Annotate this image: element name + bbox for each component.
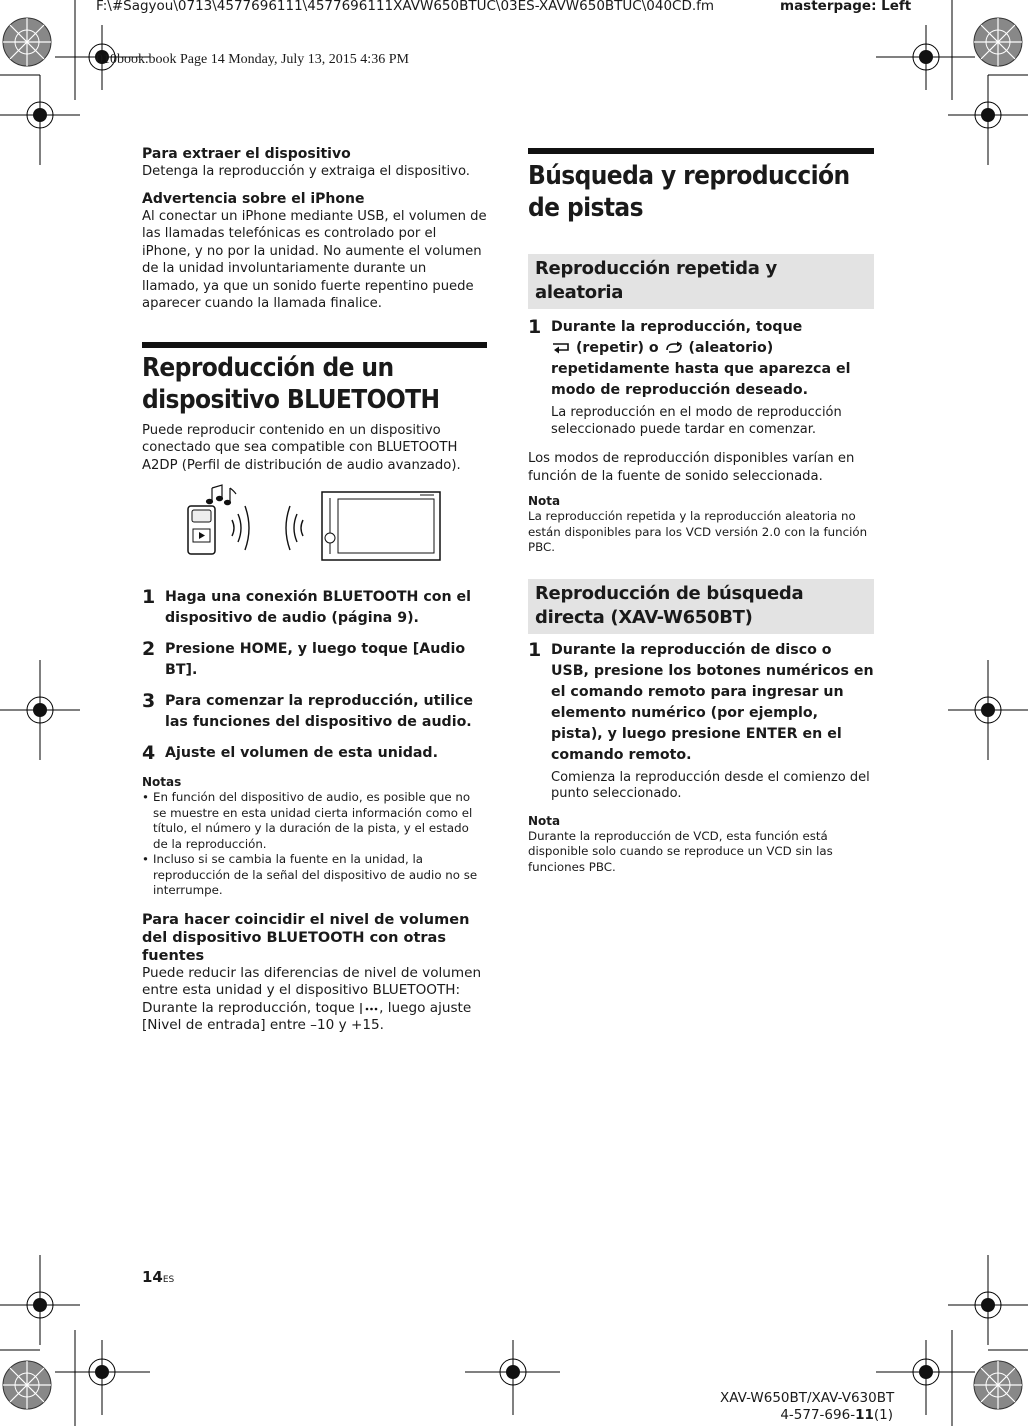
iphone-title: Advertencia sobre el iPhone [142,190,365,207]
note-item: • En función del dispositivo de audio, es posible que no se muestre en esta unidad cierta información como el título, el número y la duración de la pista, y el estado de la reproducción. [142,790,487,852]
repeat-icon [551,340,571,355]
repeat-step [528,317,874,438]
step-number: 4 [142,742,156,764]
search-heading: Búsqueda y reproducción de pistas [528,148,874,224]
model-name: XAV-W650BT/XAV-V630BT [720,1390,895,1406]
direct-heading: Reproducción de búsqueda directa (XAV-W650BT) [528,579,874,634]
step-number: 2 [142,638,156,660]
bt-heading: Reproducción de un dispositivo BLUETOOTH [142,342,487,416]
audio-player-icon [188,506,215,554]
step-result: La reproducción en el modo de reproducción seleccionado puede tardar en comenzar. [551,405,842,437]
bt-step-4 [142,743,487,764]
step-number: 1 [528,316,542,338]
extract-title: Para extraer el dispositivo [142,146,351,162]
model-info [720,1390,893,1424]
bt-intro: Puede reproducir contenido en un dispositivo conectado que sea compatible con BLUETOOTH A2DP (Perfil de distribución de audio avanzado). [142,422,461,473]
note1-title: Nota [528,494,561,508]
volume-text: Puede reducir las diferencias de nivel de volumen entre esta unidad y el dispositivo BLUETOOTH: Durante la reproducción, toque , luego ajuste [Nivel de entrada] entre –10 y +15. [142,964,482,1033]
options-icon [359,1001,379,1015]
step-text: Para comenzar la reproducción, utilice las funciones del dispositivo de audio. [165,693,474,730]
bt-step-2 [142,639,487,681]
repeat-heading: Reproducción repetida y aleatoria [528,254,874,309]
iphone-text: Al conectar un iPhone mediante USB, el volumen de las llamadas telefónicas es controlado por el iPhone, y no por la unidad. No aumente el volumen de la unidad involuntariamente durante un llamado, ya que un sonido fuerte repentino puede aparecer cuando la llamada finalice. [142,208,487,311]
masterpage-label: masterpage: Left [780,0,912,14]
shuffle-icon [664,340,684,355]
step-text: Ajuste el volumen de esta unidad. [165,745,438,761]
extract-text: Detenga la reproducción y extraiga el dispositivo. [142,164,470,179]
note2-text: Durante la reproducción de VCD, esta función está disponible solo cuando se reproduce un VCD sin las funciones PBC. [528,828,833,874]
step-text: Haga una conexión BLUETOOTH con el dispositivo de audio (página 9). [165,589,472,626]
wireless-waves-icon [232,506,303,550]
model-code: 4-577-696-11(1) [780,1407,893,1423]
volume-title: Para hacer coincidir el nivel de volumen del dispositivo BLUETOOTH con otras fuentes [142,911,470,964]
note-text: Incluso si se cambia la fuente en la unidad, la reproducción de la señal del dispositivo de audio no se interrumpe. [153,852,478,897]
direct-step [528,640,874,803]
car-unit-icon [322,492,440,560]
left-column [142,145,487,1035]
notes-title: Notas [142,775,182,789]
bluetooth-illustration [182,482,482,574]
note2-title: Nota [528,813,561,828]
page-number: 14ES [142,1268,175,1286]
note1-text: La reproducción repetida y la reproducción aleatoria no están disponibles para los VCD versión 2.0 con la función PBC. [528,509,868,554]
book-info: 010book.book Page 14 Monday, July 13, 2015 4:36 PM [96,52,409,67]
note-text: En función del dispositivo de audio, es posible que no se muestre en esta unidad cierta información como el título, el número y la duración de la pista, y el estado de la reproducción. [153,790,473,851]
right-column [528,148,874,875]
step-text: Presione HOME, y luego toque [Audio BT]. [165,641,466,678]
modes-text: Los modos de reproducción disponibles varían en función de la fuente de sonido seleccionada. [528,451,855,484]
bt-step-3 [142,691,487,733]
file-path: F:\#Sagyou\0713\4577696111\4577696111XAVW650BTUC\03ES-XAVW650BTUC\040CD.fm [96,0,715,14]
note-item: • Incluso si se cambia la fuente en la unidad, la reproducción de la señal del dispositivo de audio no se interrumpe. [142,852,487,899]
step-number: 1 [528,638,542,661]
step-number: 3 [142,690,156,712]
music-notes-icon [207,485,237,505]
step-text: Durante la reproducción de disco o USB, presione los botones numéricos en el comando remoto para ingresar un elemento numérico (por ejemplo, pista), y luego presione ENTER en el comando remoto. [551,641,874,763]
bt-step-1 [142,587,487,629]
step-text: Durante la reproducción, toque (repetir) o (aleatorio) repetidamente hasta que aparezca el modo de reproducción deseado. [551,319,851,398]
step-result: Comienza la reproducción desde el comienzo del punto seleccionado. [551,769,870,801]
step-number: 1 [142,586,156,608]
